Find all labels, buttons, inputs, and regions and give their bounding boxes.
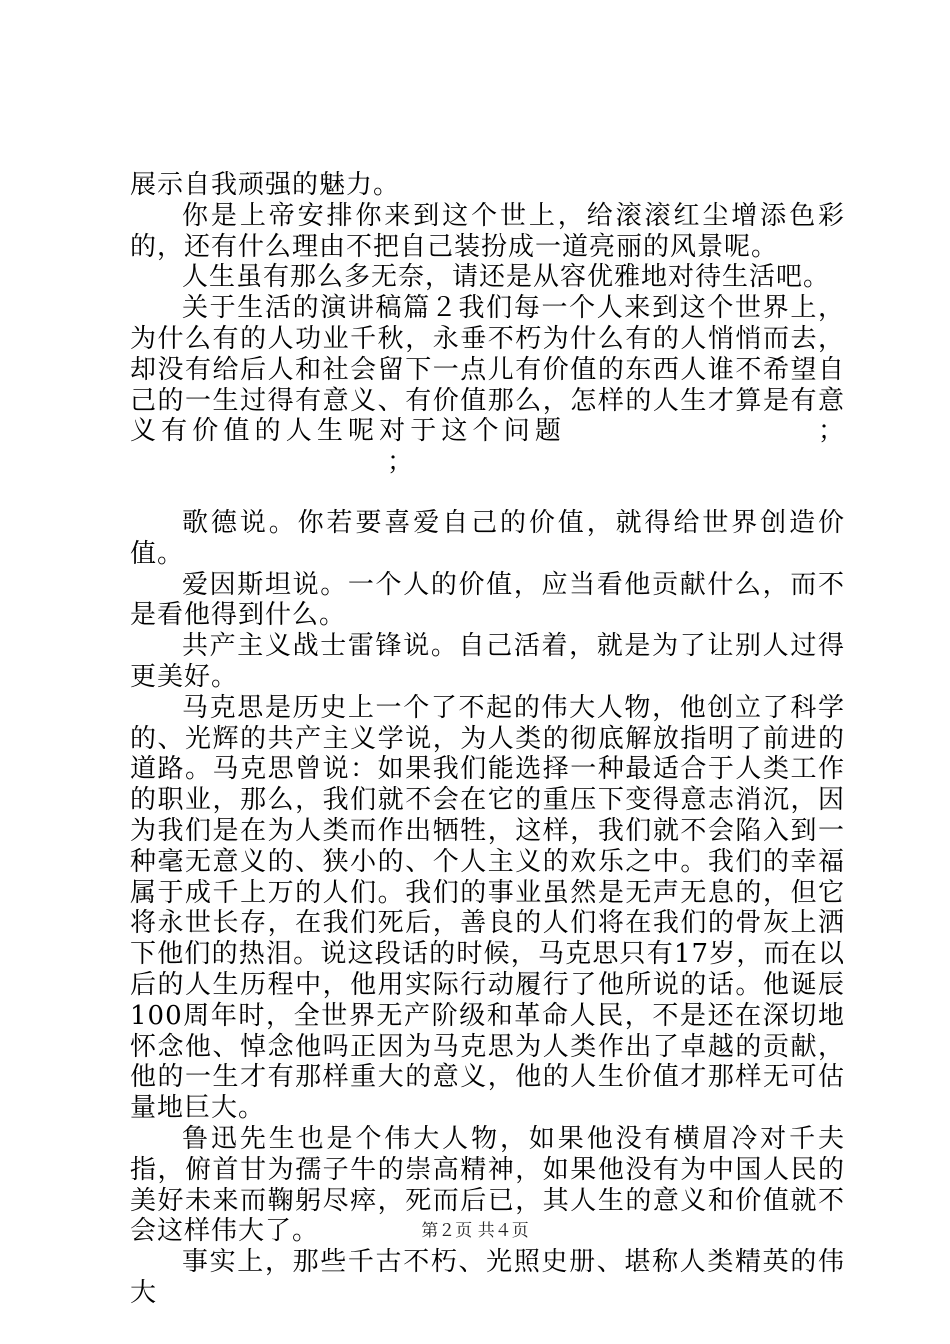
paragraph-9: 鲁迅先生也是个伟大人物，如果他没有横眉冷对千夫指，俯首甘为孺子牛的崇高精神，如果他没有为中国人民的美好未来而鞠躬尽瘁，死而后已，其人生的意义和价值就不会这样伟大了。 bbox=[130, 1123, 845, 1247]
body-text bbox=[130, 170, 845, 1309]
paragraph-3: 人生虽有那么多无奈，请还是从容优雅地对待生活吧。 bbox=[182, 262, 831, 293]
paragraph-5: 歌德说。你若要喜爱自己的价值，就得给世界创造价值。 bbox=[130, 507, 845, 569]
paragraph-4-text: 关于生活的演讲稿篇２我们每一个人来到这个世界上，为什么有的人功业千秋，永垂不朽为什么有的人悄悄而去，却没有给后人和社会留下一点儿有价值的东西人谁不希望自己的一生过得有意义、有价值那么，怎样的人生才算是有意义有价值的人生呢对于这个问题 bbox=[130, 293, 845, 447]
paragraph-1: 展示自我顽强的魅力。 bbox=[130, 170, 401, 200]
semicolon-2: ； bbox=[387, 447, 415, 478]
paragraph-7: 共产主义战士雷锋说。自己活着，就是为了让别人过得更美好。 bbox=[130, 631, 845, 692]
paragraph-4 bbox=[130, 293, 845, 478]
page-footer: 第２页 共４页 bbox=[421, 1221, 529, 1241]
paragraph-10: 事实上，那些千古不朽、光照史册、堪称人类精英的伟大 bbox=[130, 1247, 845, 1308]
paragraph-6: 爱因斯坦说。一个人的价值，应当看他贡献什么，而不是看他得到什么。 bbox=[130, 569, 845, 631]
semicolon-1: ； bbox=[817, 416, 845, 447]
paragraph-2: 你是上帝安排你来到这个世上，给滚滚红尘增添色彩的，还有什么理由不把自己装扮成一道亮丽的风景呢。 bbox=[130, 200, 845, 262]
paragraph-8: 马克思是历史上一个了不起的伟大人物，他创立了科学的、光辉的共产主义学说，为人类的彻底解放指明了前进的道路。马克思曾说：如果我们能选择一种最适合于人类工作的职业，那么，我们就不会在它的重压下变得意志消沉，因为我们是在为人类而作出牺牲，这样，我们就不会陷入到一种毫无意义的、狭小的、个人主义的欢乐之中。我们的幸福属于成千上万的人们。我们的事业虽然是无声无息的，但它将永世长存，在我们死后，善良的人们将在我们的骨灰上洒下他们的热泪。说这段话的时候，马克思只有17岁，而在以后的人生历程中，他用实际行动履行了他所说的话。他诞辰100周年时，全世界无产阶级和革命人民，不是还在深切地怀念他、悼念他吗正因为马克思为人类作出了卓越的贡献，他的一生才有那样重大的意义，他的人生价值才那样无可估量地巨大。 bbox=[130, 692, 845, 1124]
